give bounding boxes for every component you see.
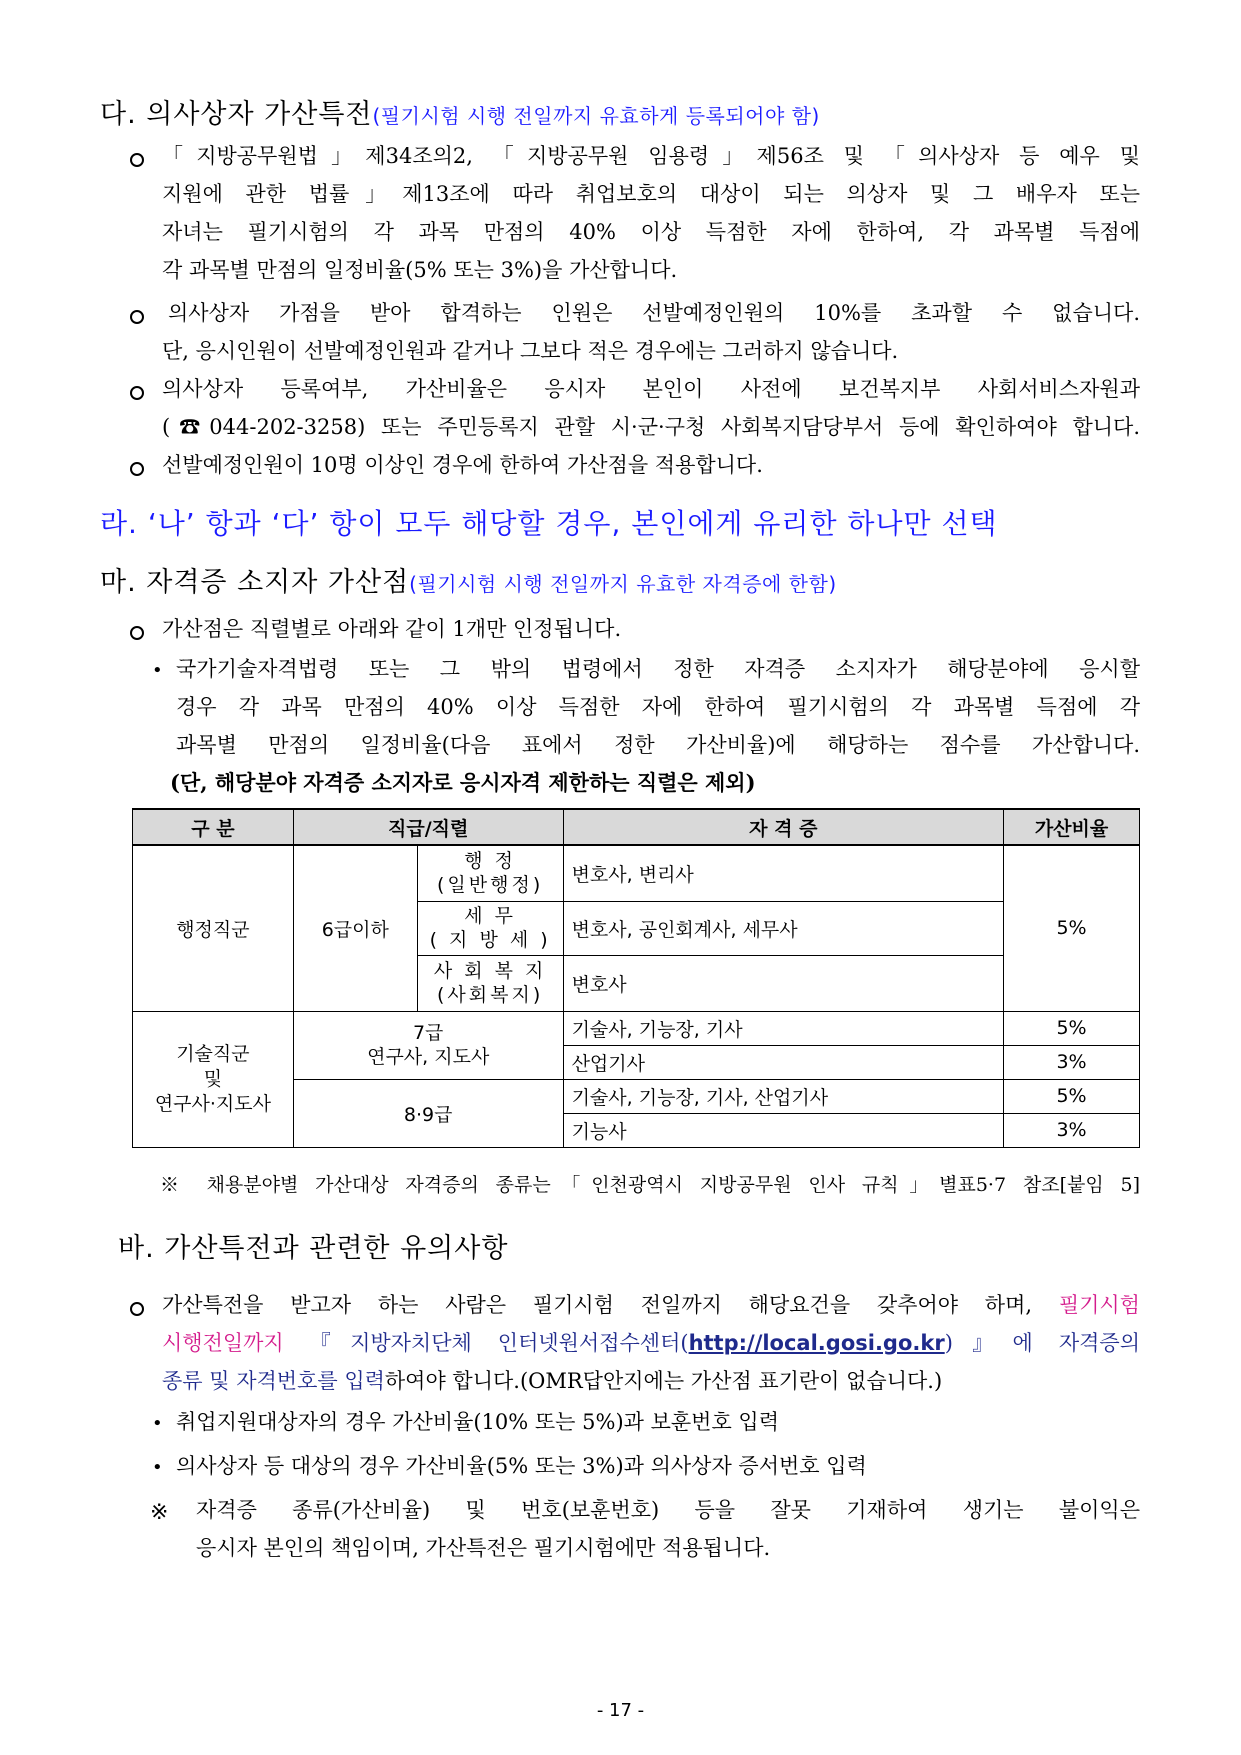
text-segment: 하여야 합니다.(OMR답안지에는 가산점 표기란이 없습니다.) bbox=[384, 1369, 943, 1393]
tech-group-cell bbox=[133, 1011, 294, 1147]
section-ba-bullet1: 취업지원대상자의 경우 가산비율(10% 또는 5%)과 보훈번호 입력 bbox=[176, 1410, 780, 1434]
series-name: 행 정 bbox=[464, 850, 517, 873]
bonus-rate-table bbox=[132, 808, 1140, 1148]
rate-cell: 3% bbox=[1004, 1113, 1140, 1147]
series-sub: ( 지 방 세 ) bbox=[429, 929, 551, 951]
section-ma-bullet-line3: 과목별 만점의 일정비율(다음 표에서 정한 가산비율)에 해당하는 점수를 가산합니다. bbox=[176, 733, 1140, 757]
series-sub: (사회복지) bbox=[437, 984, 544, 1006]
section-ma-exclusion-line: (단, 해당분야 자격증 소지자로 응시자격 제한하는 직렬은 제외) bbox=[170, 770, 756, 795]
admin-grade-cell: 6급이하 bbox=[293, 845, 417, 1011]
rate-cell: 5% bbox=[1004, 1011, 1140, 1045]
tech-group-line: 및 bbox=[203, 1067, 223, 1090]
series-cell bbox=[417, 845, 563, 901]
circle-bullet-icon bbox=[130, 1297, 144, 1321]
circle-bullet-icon bbox=[130, 381, 144, 405]
tech-grade7-line: 연구사, 지도사 bbox=[367, 1046, 490, 1068]
admin-rate-cell: 5% bbox=[1004, 845, 1140, 1011]
dot-bullet-icon: • bbox=[152, 660, 163, 681]
section-da-item2-line2: 단, 응시인원이 선발예정인원과 같거나 그보다 적은 경우에는 그러하지 않습니다. bbox=[162, 339, 899, 363]
table-header-row bbox=[133, 809, 1140, 845]
tech-grade89-cell: 8·9급 bbox=[293, 1079, 563, 1147]
admin-group-cell: 행정직군 bbox=[133, 845, 294, 1011]
section-ra-heading: 라. ‘나’ 항과 ‘다’ 항이 모두 해당할 경우, 본인에게 유리한 하나만 선택 bbox=[100, 507, 998, 540]
header-grade-series: 직급/직렬 bbox=[293, 809, 563, 845]
section-da-heading bbox=[100, 92, 820, 131]
table-row bbox=[133, 845, 1140, 901]
highlight-text: 필기시험 bbox=[1058, 1293, 1140, 1317]
page-number: - 17 - bbox=[596, 1700, 645, 1721]
circle-bullet-icon bbox=[130, 457, 144, 481]
table-row bbox=[133, 1011, 1140, 1045]
section-da-item3-line2: (☎044-202-3258) 또는 주민등록지 관할 시·군·구청 사회복지담당부서 등에 확인하여야 합니다. bbox=[162, 415, 1140, 439]
reference-mark-icon: ※ bbox=[150, 1500, 169, 1525]
circle-bullet-icon bbox=[130, 621, 144, 645]
section-ma-note: (필기시험 시행 전일까지 유효한 자격증에 한함) bbox=[409, 572, 837, 596]
circle-bullet-icon bbox=[130, 305, 144, 329]
section-da-item3-line1: 의사상자 등록여부, 가산비율은 응시자 본인이 사전에 보건복지부 사회서비스자원과 bbox=[162, 377, 1140, 401]
text-segment: 가산특전을 받고자 하는 사람은 필기시험 전일까지 해당요건을 갖추어야 하며, bbox=[162, 1293, 1033, 1317]
section-ma-bullet-line2: 경우 각 과목 만점의 40% 이상 득점한 자에 한하여 필기시험의 각 과목별 득점에 각 bbox=[176, 695, 1140, 719]
section-ba-item1-line3 bbox=[162, 1362, 1140, 1400]
series-name: 세 무 bbox=[464, 905, 517, 927]
rate-cell: 3% bbox=[1004, 1045, 1140, 1079]
section-da-item1-line1: 「지방공무원법」제34조의2, 「지방공무원 임용령」제56조 및 「의사상자 등 예우 및 bbox=[162, 144, 1140, 168]
section-da-item1-line4: 각 과목별 만점의 일정비율(5% 또는 3%)을 가산합니다. bbox=[162, 258, 678, 282]
cert-cell: 산업기사 bbox=[563, 1045, 1004, 1079]
dot-bullet-icon: • bbox=[152, 1413, 163, 1434]
gosi-site-link[interactable]: http://local.gosi.go.kr bbox=[688, 1331, 945, 1355]
cert-cell: 변호사, 변리사 bbox=[563, 845, 1004, 901]
rate-cell: 5% bbox=[1004, 1079, 1140, 1113]
section-da-title: 다. 의사상자 가산특전 bbox=[100, 99, 373, 130]
table-reference-note: ※ 채용분야별 가산대상 자격증의 종류는「인천광역시 지방공무원 인사 규칙」별표5·7 참조[붙임 5] bbox=[160, 1174, 1140, 1196]
highlight-text: 종류 및 자격번호를 입력 bbox=[162, 1369, 385, 1393]
section-ma-title: 마. 자격증 소지자 가산점 bbox=[100, 567, 410, 598]
cert-cell: 변호사, 공인회계사, 세무사 bbox=[563, 901, 1004, 955]
section-da-item4: 선발예정인원이 10명 이상인 경우에 한하여 가산점을 적용합니다. bbox=[162, 453, 763, 477]
tech-group-line: 연구사·지도사 bbox=[154, 1092, 271, 1115]
tech-group-line: 기술직군 bbox=[176, 1042, 250, 1065]
series-cell bbox=[417, 901, 563, 955]
section-da-item1-line2: 지원에 관한 법률」제13조에 따라 취업보호의 대상이 되는 의상자 및 그 배우자 또는 bbox=[162, 182, 1140, 206]
highlight-text: 『지방자치단체 인터넷원서접수센터( bbox=[309, 1331, 689, 1355]
section-ba-note-line1: 자격증 종류(가산비율) 및 번호(보훈번호) 등을 잘못 기재하여 생기는 불이익은 bbox=[196, 1498, 1140, 1522]
section-da-item2-line1: 의사상자 가점을 받아 합격하는 인원은 선발예정인원의 10%를 초과할 수 없습니다. bbox=[168, 301, 1141, 325]
header-rate: 가산비율 bbox=[1004, 809, 1140, 845]
section-ba-heading: 바. 가산특전과 관련한 유의사항 bbox=[118, 1233, 509, 1264]
tech-grade7-cell bbox=[293, 1011, 563, 1079]
section-ba-item1-line1 bbox=[162, 1286, 1140, 1324]
highlight-text: )』에 자격증의 bbox=[944, 1331, 1140, 1355]
header-category: 구 분 bbox=[133, 809, 294, 845]
section-da-item1-line3: 자녀는 필기시험의 각 과목 만점의 40% 이상 득점한 자에 한하여, 각 과목별 득점에 bbox=[162, 220, 1140, 244]
series-cell bbox=[417, 955, 563, 1011]
highlight-text: 시행전일까지 bbox=[162, 1331, 284, 1355]
dot-bullet-icon: • bbox=[152, 1457, 163, 1478]
section-ba-note-line2: 응시자 본인의 책임이며, 가산특전은 필기시험에만 적용됩니다. bbox=[196, 1536, 771, 1560]
cert-cell: 기술사, 기능장, 기사, 산업기사 bbox=[563, 1079, 1004, 1113]
section-ma-item1: 가산점은 직렬별로 아래와 같이 1개만 인정됩니다. bbox=[162, 617, 622, 641]
cert-cell: 기술사, 기능장, 기사 bbox=[563, 1011, 1004, 1045]
series-name: 사 회 복 지 bbox=[433, 960, 547, 982]
section-ba-item1-line2 bbox=[162, 1324, 1140, 1362]
tech-grade7-line: 7급 bbox=[412, 1022, 444, 1044]
cert-cell: 기능사 bbox=[563, 1113, 1004, 1147]
series-sub: (일반행정) bbox=[437, 874, 544, 897]
circle-bullet-icon bbox=[130, 148, 144, 172]
section-ma-heading bbox=[100, 560, 837, 599]
header-certificate: 자 격 증 bbox=[563, 809, 1004, 845]
section-ma-bullet-line1: 국가기술자격법령 또는 그 밖의 법령에서 정한 자격증 소지자가 해당분야에 응시할 bbox=[176, 657, 1140, 681]
section-ba-bullet2: 의사상자 등 대상의 경우 가산비율(5% 또는 3%)과 의사상자 증서번호 입력 bbox=[176, 1454, 867, 1478]
cert-cell: 변호사 bbox=[563, 955, 1004, 1011]
section-da-note: (필기시험 시행 전일까지 유효하게 등록되어야 함) bbox=[372, 104, 820, 128]
